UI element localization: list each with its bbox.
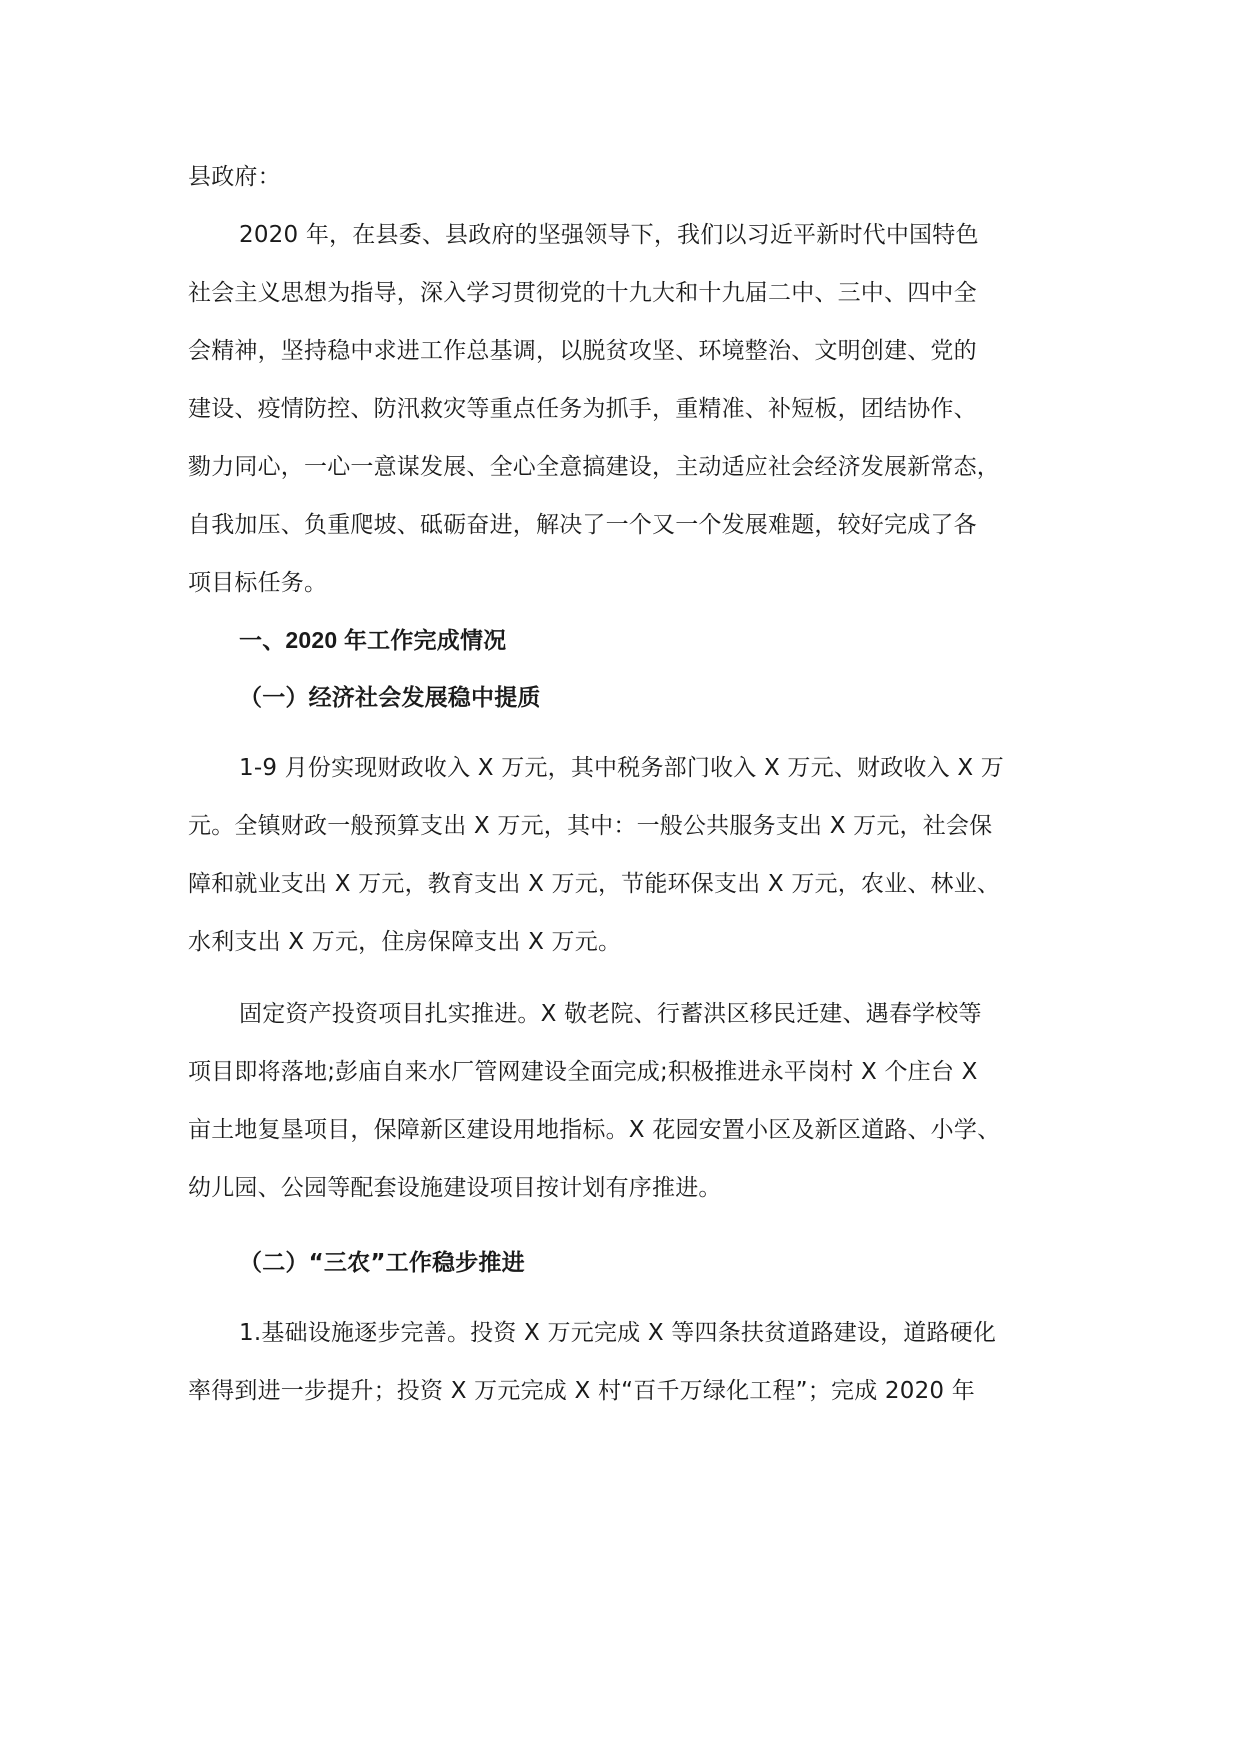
paragraph-line: 水利支出 X 万元，住房保障支出 X 万元。 (188, 929, 622, 955)
subsection-heading: （一）经济社会发展稳中提质 (239, 685, 541, 711)
paragraph-line: 项目标任务。 (188, 570, 328, 596)
paragraph-line: 会精神，坚持稳中求进工作总基调，以脱贫攻坚、环境整治、文明创建、党的 (188, 338, 977, 364)
paragraph-line: 项目即将落地;彭庙自来水厂管网建设全面完成;积极推进永平岗村 X 个庄台 X (188, 1059, 978, 1085)
paragraph-line: 障和就业支出 X 万元，教育支出 X 万元，节能环保支出 X 万元，农业、林业、 (188, 871, 1001, 897)
paragraph-line: 幼儿园、公园等配套设施建设项目按计划有序推进。 (188, 1175, 722, 1201)
paragraph-line: 1-9 月份实现财政收入 X 万元，其中税务部门收入 X 万元、财政收入 X 万 (239, 755, 1005, 781)
paragraph-line: 亩土地复垦项目，保障新区建设用地指标。X 花园安置小区及新区道路、小学、 (188, 1117, 1001, 1143)
paragraph-line: 自我加压、负重爬坡、砥砺奋进，解决了一个又一个发展难题，较好完成了各 (188, 512, 977, 538)
paragraph-line: 率得到进一步提升；投资 X 万元完成 X 村“百千万绿化工程”；完成 2020 年 (188, 1378, 975, 1404)
paragraph-line: 勠力同心，一心一意谋发展、全心全意搞建设，主动适应社会经济发展新常态， (188, 454, 1000, 480)
paragraph-line: 1.基础设施逐步完善。投资 X 万元完成 X 等四条扶贫道路建设，道路硬化 (239, 1320, 997, 1346)
salutation: 县政府： (188, 164, 281, 190)
paragraph-line: 建设、疫情防控、防汛救灾等重点任务为抓手，重精准、补短板，团结协作、 (188, 396, 977, 422)
paragraph-line: 固定资产投资项目扎实推进。X 敬老院、行蓄洪区移民迁建、遇春学校等 (239, 1001, 982, 1027)
section-heading: 一、2020 年工作完成情况 (239, 627, 507, 653)
paragraph-line: 社会主义思想为指导，深入学习贯彻党的十九大和十九届二中、三中、四中全 (188, 280, 977, 306)
paragraph-line: 2020 年，在县委、县政府的坚强领导下，我们以习近平新时代中国特色 (239, 222, 979, 248)
subsection-heading: （二）“三农”工作稳步推进 (239, 1250, 525, 1276)
paragraph-line: 元。全镇财政一般预算支出 X 万元，其中：一般公共服务支出 X 万元，社会保 (188, 813, 993, 839)
